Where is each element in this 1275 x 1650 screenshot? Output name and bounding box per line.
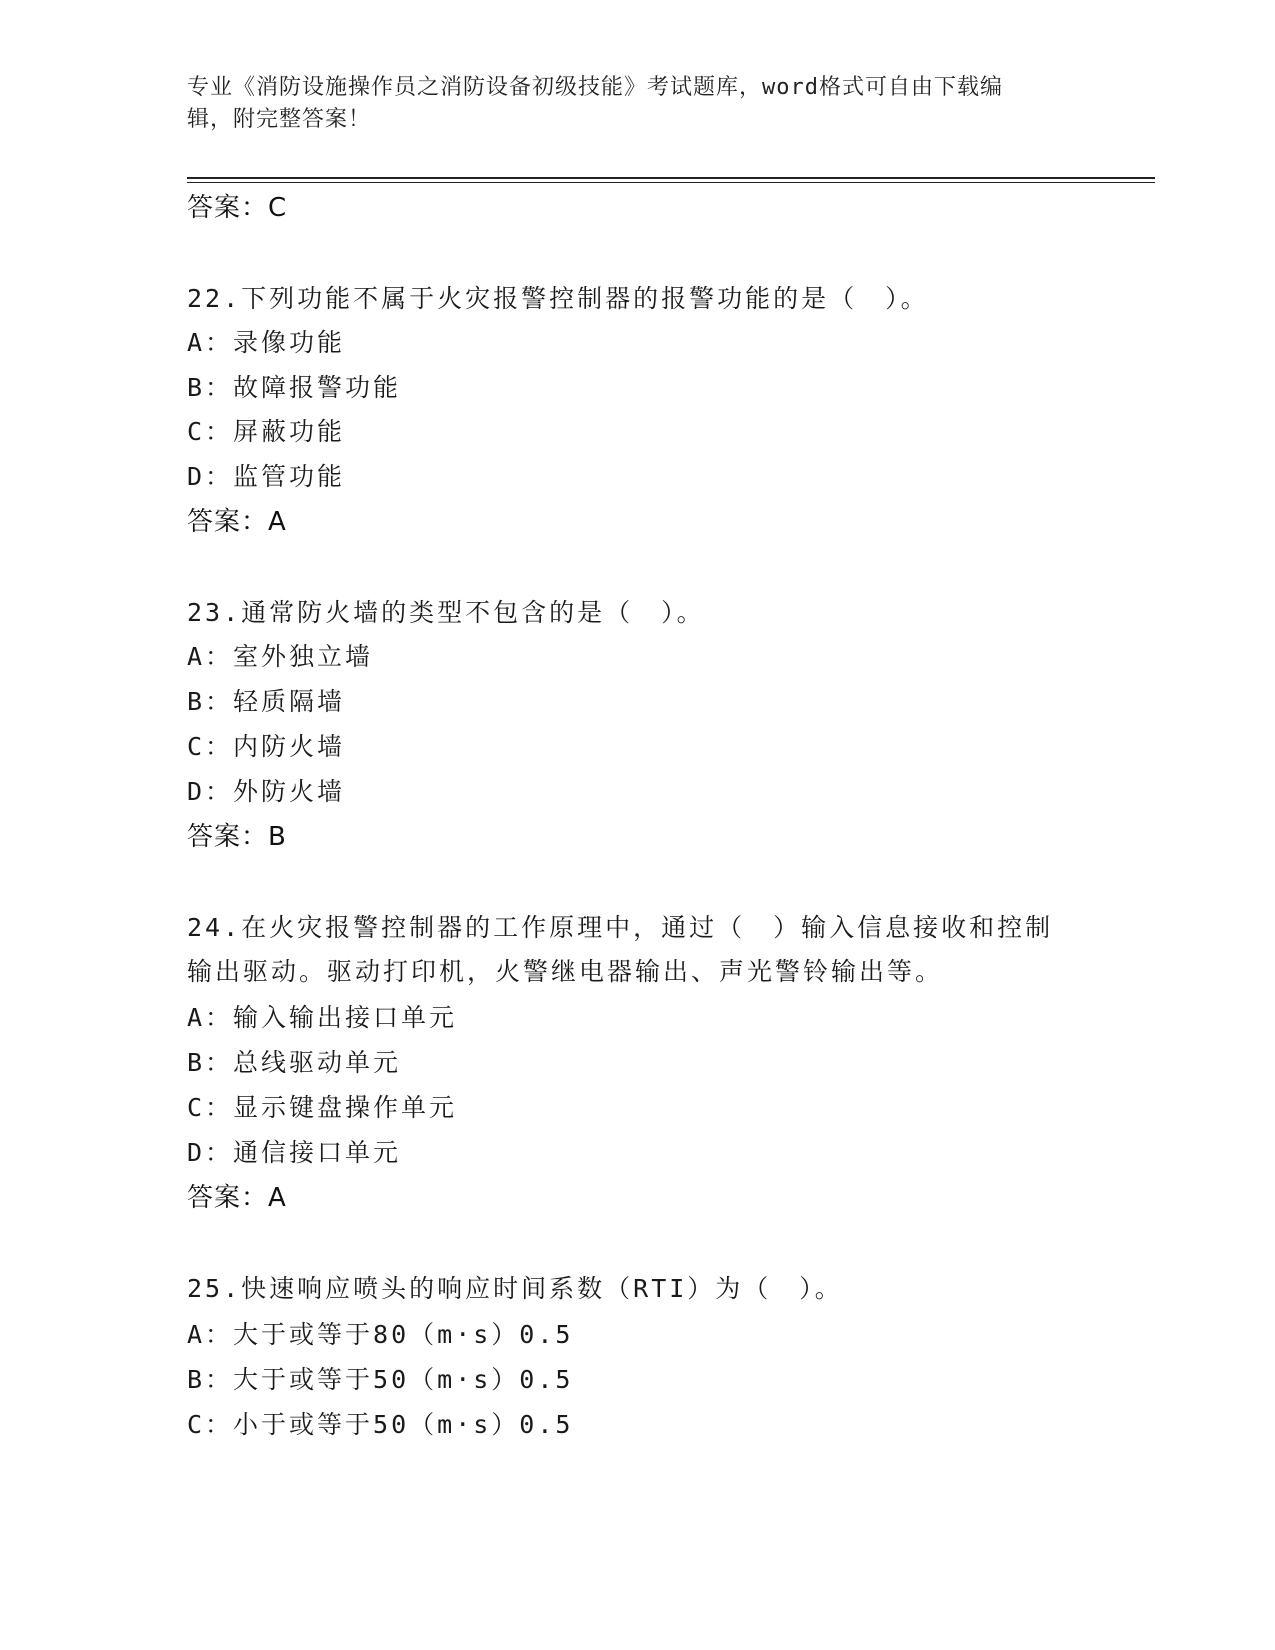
question-stem: 25.快速响应喷头的响应时间系数（RTI）为（ ）。 bbox=[187, 1274, 843, 1303]
document-header bbox=[187, 72, 1087, 136]
option-c: C：内防火墙 bbox=[187, 732, 346, 761]
option-a: A：录像功能 bbox=[187, 328, 346, 357]
option-d: D：外防火墙 bbox=[187, 777, 346, 806]
option-b: B：故障报警功能 bbox=[187, 373, 402, 402]
question-stem-line-2: 输出驱动。驱动打印机，火警继电器输出、声光警铃输出等。 bbox=[187, 957, 944, 986]
question-stem: 23.通常防火墙的类型不包含的是（ ）。 bbox=[187, 598, 705, 627]
option-d: D：通信接口单元 bbox=[187, 1138, 402, 1167]
answer: 答案：A bbox=[187, 507, 287, 537]
option-b: B：总线驱动单元 bbox=[187, 1048, 402, 1077]
option-b: B：轻质隔墙 bbox=[187, 687, 346, 716]
option-c: C：屏蔽功能 bbox=[187, 417, 346, 446]
header-divider-thick bbox=[187, 177, 1155, 179]
question-stem-line-1: 24.在火灾报警控制器的工作原理中，通过（ ）输入信息接收和控制 bbox=[187, 913, 1054, 942]
header-divider-thin bbox=[187, 182, 1155, 183]
header-line-1: 专业《消防设施操作员之消防设备初级技能》考试题库，word格式可自由下载编 bbox=[187, 75, 1003, 100]
answer-prev: 答案：C bbox=[187, 193, 288, 223]
header-line-2: 辑，附完整答案！ bbox=[187, 107, 372, 132]
option-a: A：室外独立墙 bbox=[187, 642, 374, 671]
option-a: A：大于或等于80（m·s）0.5 bbox=[187, 1320, 574, 1349]
option-d: D：监管功能 bbox=[187, 462, 346, 491]
answer: 答案：B bbox=[187, 822, 287, 852]
option-b: B：大于或等于50（m·s）0.5 bbox=[187, 1365, 574, 1394]
option-c: C：显示键盘操作单元 bbox=[187, 1093, 458, 1122]
option-c: C：小于或等于50（m·s）0.5 bbox=[187, 1410, 574, 1439]
option-a: A：输入输出接口单元 bbox=[187, 1003, 458, 1032]
answer: 答案：A bbox=[187, 1183, 287, 1213]
question-stem: 22.下列功能不属于火灾报警控制器的报警功能的是（ ）。 bbox=[187, 284, 929, 313]
